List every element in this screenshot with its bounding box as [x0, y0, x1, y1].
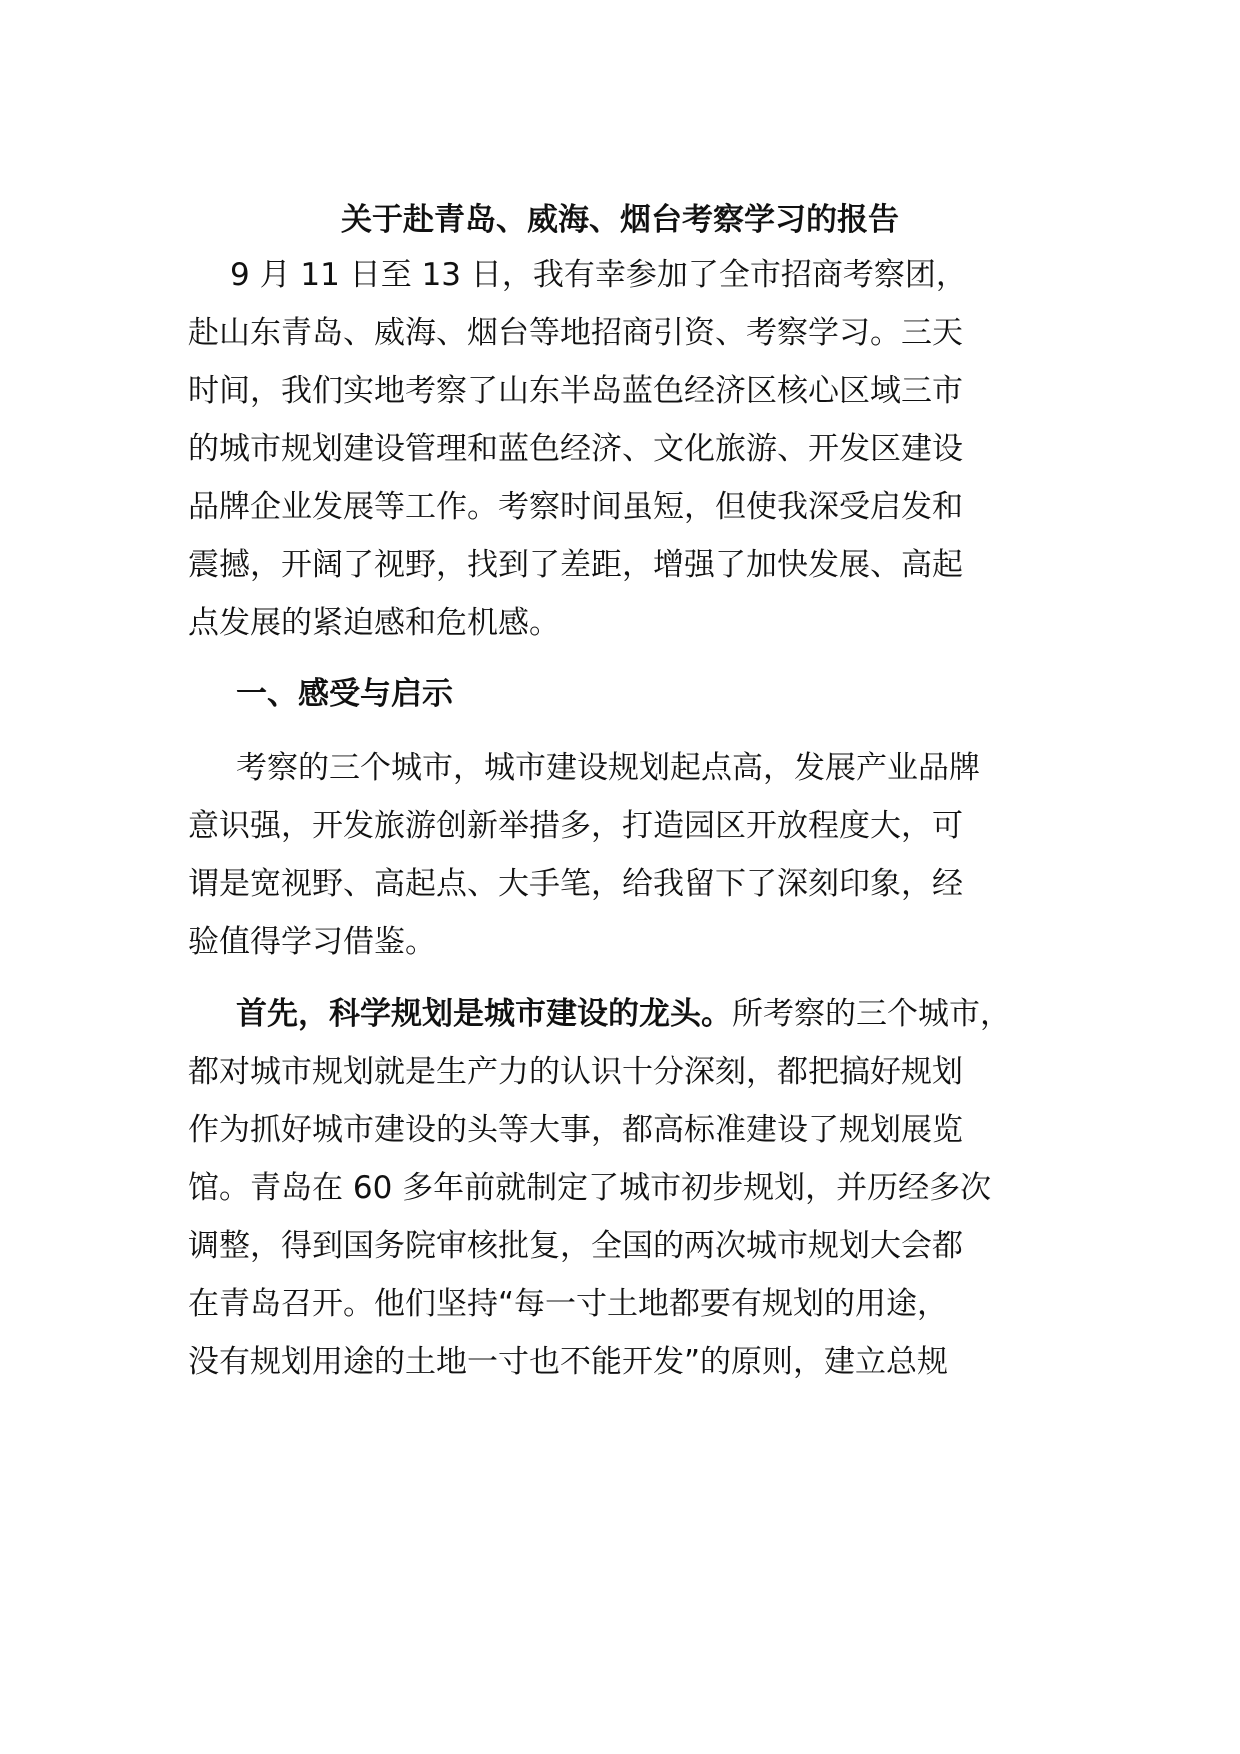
- point-paragraph-line: 没有规划用途的土地一寸也不能开发”的原则，建立总规: [188, 1344, 949, 1380]
- point-first-line-rest: 所考察的三个城市，: [732, 996, 1011, 1032]
- intro-line: 赴山东青岛、威海、烟台等地招商引资、考察学习。三天: [188, 315, 963, 351]
- point-paragraph-line: 作为抓好城市建设的头等大事，都高标准建设了规划展览: [188, 1112, 963, 1148]
- point-paragraph-line: 馆。青岛在 60 多年前就制定了城市初步规划，并历经多次: [188, 1170, 992, 1206]
- intro-line: 品牌企业发展等工作。考察时间虽短，但使我深受启发和: [188, 489, 963, 525]
- section-paragraph-line: 考察的三个城市，城市建设规划起点高，发展产业品牌: [236, 750, 980, 786]
- point-paragraph-line: 在青岛召开。他们坚持“每一寸土地都要有规划的用途，: [188, 1286, 949, 1322]
- intro-line: 的城市规划建设管理和蓝色经济、文化旅游、开发区建设: [188, 431, 963, 467]
- intro-line: 震撼，开阔了视野，找到了差距，增强了加快发展、高起: [188, 547, 963, 583]
- section-paragraph-line: 谓是宽视野、高起点、大手笔，给我留下了深刻印象，经: [188, 866, 963, 902]
- document-title: 关于赴青岛、威海、烟台考察学习的报告: [341, 202, 899, 238]
- section-heading: 一、感受与启示: [236, 676, 453, 712]
- intro-line: 9 月 11 日至 13 日，我有幸参加了全市招商考察团，: [230, 257, 967, 293]
- point-paragraph-line: 都对城市规划就是生产力的认识十分深刻，都把搞好规划: [188, 1054, 963, 1090]
- intro-line: 点发展的紧迫感和危机感。: [188, 605, 560, 641]
- point-lead-sentence: 首先，科学规划是城市建设的龙头。: [236, 996, 732, 1032]
- point-first-line: [236, 994, 1011, 1034]
- section-paragraph-line: 验值得学习借鉴。: [188, 924, 436, 960]
- section-paragraph-line: 意识强，开发旅游创新举措多，打造园区开放程度大，可: [188, 808, 963, 844]
- point-paragraph-line: 调整，得到国务院审核批复，全国的两次城市规划大会都: [188, 1228, 963, 1264]
- intro-line: 时间，我们实地考察了山东半岛蓝色经济区核心区域三市: [188, 373, 963, 409]
